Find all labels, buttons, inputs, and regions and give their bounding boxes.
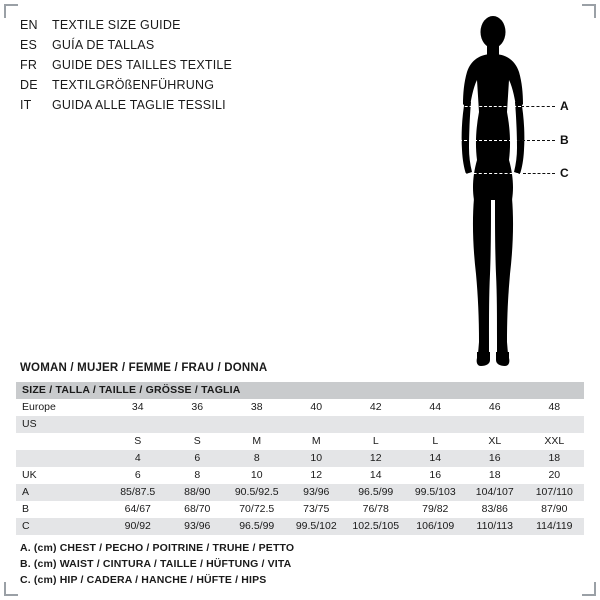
measure-line-hip — [453, 173, 523, 174]
table-row — [16, 484, 584, 501]
cell: 12 — [287, 467, 347, 484]
cell: 68/70 — [168, 501, 228, 518]
cell: 20 — [525, 467, 585, 484]
measure-label-a: A — [560, 99, 569, 113]
measure-line-hip-extension — [523, 173, 555, 174]
language-title-es: GUÍA DE TALLAS — [52, 38, 155, 52]
cell: 79/82 — [406, 501, 466, 518]
cell: 16 — [406, 467, 466, 484]
cell: 70/72.5 — [227, 501, 287, 518]
language-title-list — [20, 18, 350, 118]
table-row — [16, 399, 584, 416]
row-label-c: C — [16, 518, 108, 535]
cell: 85/87.5 — [108, 484, 168, 501]
cell: 83/86 — [465, 501, 525, 518]
measure-line-chest — [455, 106, 521, 107]
table-row — [16, 433, 584, 450]
cell: XXL — [525, 433, 585, 450]
cell: 64/67 — [108, 501, 168, 518]
language-title-de: TEXTILGRÖßENFÜHRUNG — [52, 78, 215, 92]
woman-silhouette-icon — [433, 8, 553, 373]
cell: 102.5/105 — [346, 518, 406, 535]
table-row — [16, 518, 584, 535]
table-row — [16, 467, 584, 484]
cell: 90/92 — [108, 518, 168, 535]
cell: 99.5/102 — [287, 518, 347, 535]
cell — [227, 416, 287, 433]
cell: 40 — [287, 399, 347, 416]
language-row-es — [20, 38, 350, 58]
cell: 87/90 — [525, 501, 585, 518]
measure-line-waist — [459, 140, 517, 141]
table-row — [16, 450, 584, 467]
row-label-uk: UK — [16, 467, 108, 484]
corner-mark-bottom-right — [582, 582, 596, 596]
table-row — [16, 501, 584, 518]
language-code-de: DE — [20, 78, 38, 92]
cell: 8 — [168, 467, 228, 484]
cell: S — [108, 433, 168, 450]
cell: 14 — [346, 467, 406, 484]
cell: 96.5/99 — [227, 518, 287, 535]
table-row — [16, 416, 584, 433]
measure-line-waist-extension — [517, 140, 555, 141]
cell: 48 — [525, 399, 585, 416]
row-label-europe: Europe — [16, 399, 108, 416]
cell — [168, 416, 228, 433]
cell: 18 — [465, 467, 525, 484]
note-chest: A. (cm) CHEST / PECHO / POITRINE / TRUHE / PETTO — [20, 542, 295, 554]
measure-label-b: B — [560, 133, 569, 147]
cell — [406, 416, 466, 433]
section-heading-woman: WOMAN / MUJER / FEMME / FRAU / DONNA — [20, 362, 268, 374]
cell — [287, 416, 347, 433]
cell: XL — [465, 433, 525, 450]
cell: 110/113 — [465, 518, 525, 535]
language-row-fr — [20, 58, 350, 78]
cell: 42 — [346, 399, 406, 416]
measurement-figure — [415, 8, 585, 378]
cell: 88/90 — [168, 484, 228, 501]
cell: 8 — [227, 450, 287, 467]
cell: L — [346, 433, 406, 450]
cell: 104/107 — [465, 484, 525, 501]
cell: 93/96 — [168, 518, 228, 535]
cell: 10 — [287, 450, 347, 467]
cell: 93/96 — [287, 484, 347, 501]
cell: 14 — [406, 450, 466, 467]
cell — [465, 416, 525, 433]
cell: 12 — [346, 450, 406, 467]
measure-label-c: C — [560, 166, 569, 180]
size-table-container — [16, 382, 584, 535]
cell: 76/78 — [346, 501, 406, 518]
cell: 10 — [227, 467, 287, 484]
cell: 6 — [168, 450, 228, 467]
row-label-us: US — [16, 416, 108, 433]
row-label-b: B — [16, 501, 108, 518]
cell: 4 — [108, 450, 168, 467]
language-code-es: ES — [20, 38, 38, 52]
size-table — [16, 382, 584, 535]
language-row-de — [20, 78, 350, 98]
language-row-it — [20, 98, 350, 118]
language-code-it: IT — [20, 98, 32, 112]
cell: M — [227, 433, 287, 450]
table-header-label: SIZE / TALLA / TAILLE / GRÖSSE / TAGLIA — [16, 382, 584, 399]
cell: 44 — [406, 399, 466, 416]
cell: 6 — [108, 467, 168, 484]
cell: S — [168, 433, 228, 450]
row-label-a: A — [16, 484, 108, 501]
cell: 106/109 — [406, 518, 466, 535]
row-label-us-numeric — [16, 450, 108, 467]
language-title-fr: GUIDE DES TAILLES TEXTILE — [52, 58, 233, 72]
cell: 16 — [465, 450, 525, 467]
language-code-en: EN — [20, 18, 38, 32]
cell: 34 — [108, 399, 168, 416]
cell: 46 — [465, 399, 525, 416]
cell: 96.5/99 — [346, 484, 406, 501]
note-hip: C. (cm) HIP / CADERA / HANCHE / HÜFTE / HIPS — [20, 574, 267, 586]
row-label-us-letter — [16, 433, 108, 450]
cell: 38 — [227, 399, 287, 416]
language-title-en: TEXTILE SIZE GUIDE — [52, 18, 181, 32]
language-code-fr: FR — [20, 58, 38, 72]
corner-mark-bottom-left — [4, 582, 18, 596]
cell — [108, 416, 168, 433]
cell: 107/110 — [525, 484, 585, 501]
cell: 73/75 — [287, 501, 347, 518]
cell: M — [287, 433, 347, 450]
cell — [525, 416, 585, 433]
cell — [346, 416, 406, 433]
cell: 90.5/92.5 — [227, 484, 287, 501]
language-row-en — [20, 18, 350, 38]
cell: 18 — [525, 450, 585, 467]
measurement-notes — [20, 540, 580, 588]
corner-mark-top-left — [4, 4, 18, 18]
cell: L — [406, 433, 466, 450]
measure-line-chest-extension — [521, 106, 555, 107]
note-waist: B. (cm) WAIST / CINTURA / TAILLE / HÜFTUNG / VITA — [20, 558, 292, 570]
language-title-it: GUIDA ALLE TAGLIE TESSILI — [52, 98, 226, 112]
cell: 99.5/103 — [406, 484, 466, 501]
cell: 114/119 — [525, 518, 585, 535]
table-header-row — [16, 382, 584, 399]
cell: 36 — [168, 399, 228, 416]
